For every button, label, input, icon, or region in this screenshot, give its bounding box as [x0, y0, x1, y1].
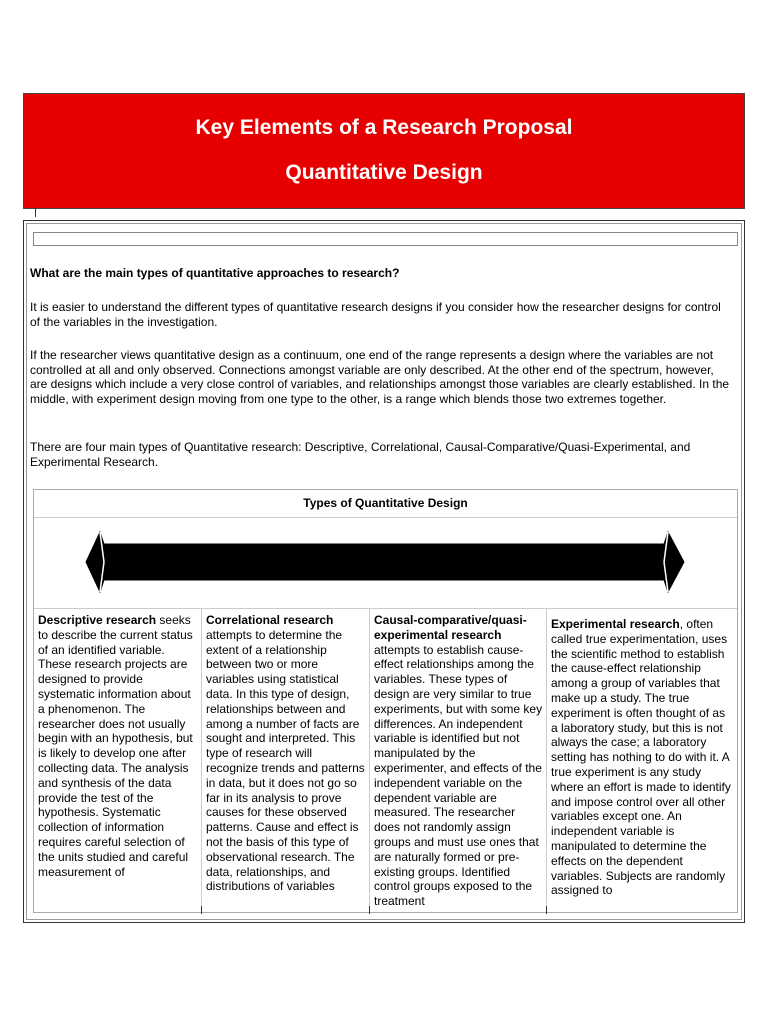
- column-text: attempts to determine the extent of a relationship between two or more variables using statistical data. In this type of design, relationships between and among a number of facts are sought and interpreted. This type of research will recognize trends and patterns in data, but it does not go so far in its analysis to prove causes for these observed patterns. Cause and effect is not the basis of this type of observational research. The data, relationships, and distributions of variables: [206, 627, 365, 894]
- page-title: Key Elements of a Research Proposal: [195, 116, 573, 139]
- paragraph-types: There are four main types of Quantitative research: Descriptive, Correlational, Causal-Comparative/Quasi-Experimental, and Experimental Research.: [30, 440, 691, 469]
- continuum-arrow: [34, 518, 737, 609]
- page-subtitle: Quantitative Design: [285, 161, 483, 184]
- double-arrow-icon: [34, 518, 737, 608]
- column-correlational: [201, 609, 369, 913]
- column-heading: Correlational research: [206, 613, 334, 627]
- table-title: Types of Quantitative Design: [34, 490, 737, 518]
- column-experimental: [546, 609, 737, 913]
- empty-field: [33, 232, 738, 246]
- column-descriptive: [34, 609, 201, 913]
- paragraph-continuum: If the researcher views quantitative design as a continuum, one end of the range represents a design where the variables are not controlled at all and only observed. Connections amongst variable are only described. At the other end of the spectrum, however, are designs which include a very close control of variables, and relationships amongst those variables are clearly established. In the middle, with experiment design moving from one type to the other, is a range which blends those two extremes together.: [30, 348, 730, 406]
- column-divider: [201, 906, 202, 914]
- title-banner: [23, 93, 745, 209]
- column-causal-comparative: [369, 609, 546, 913]
- section-question: What are the main types of quantitative approaches to research?: [30, 266, 400, 280]
- column-divider: [369, 906, 370, 914]
- paragraph-intro: It is easier to understand the different types of quantitative research designs if you consider how the researcher designs for control of the variables in the investigation.: [30, 300, 721, 329]
- column-heading: Causal-comparative/quasi-experimental research: [374, 613, 527, 642]
- column-divider: [546, 906, 547, 914]
- column-heading: Descriptive research: [38, 613, 157, 627]
- column-text: , often called true experimentation, uses the scientific method to establish the cause-effect relationship among a group of variables that make up a study. The true experiment is often thought of as a laboratory study, but this is not always the case; a laboratory setting has nothing to do with it. A true experiment is any study where an effort is made to identify and impose control over all other variables except one. An independent variable is manipulated to determine the effects on the dependent variables. Subjects are randomly assigned to: [551, 617, 731, 898]
- column-text: attempts to establish cause-effect relationships among the variables. These types of design are very similar to true experiments, but with some key differences. An independent variable is identified but not manipulated by the experimenter, and effects of the independent variable on the dependent variable are measured. The researcher does not randomly assign groups and must use ones that are naturally formed or pre-existing groups. Identified control groups exposed to the treatment: [374, 642, 543, 909]
- column-text: seeks to describe the current status of an identified variable. These research projects are designed to provide systematic information about a phenomenon. The researcher does not usually begin with an hypothesis, but is likely to develop one after collecting data. The analysis and synthesis of the data provide the test of the hypothesis. Systematic collection of information requires careful selection of the units studied and careful measurement of: [38, 613, 193, 879]
- divider-mark: [35, 207, 36, 217]
- column-heading: Experimental research: [551, 617, 680, 631]
